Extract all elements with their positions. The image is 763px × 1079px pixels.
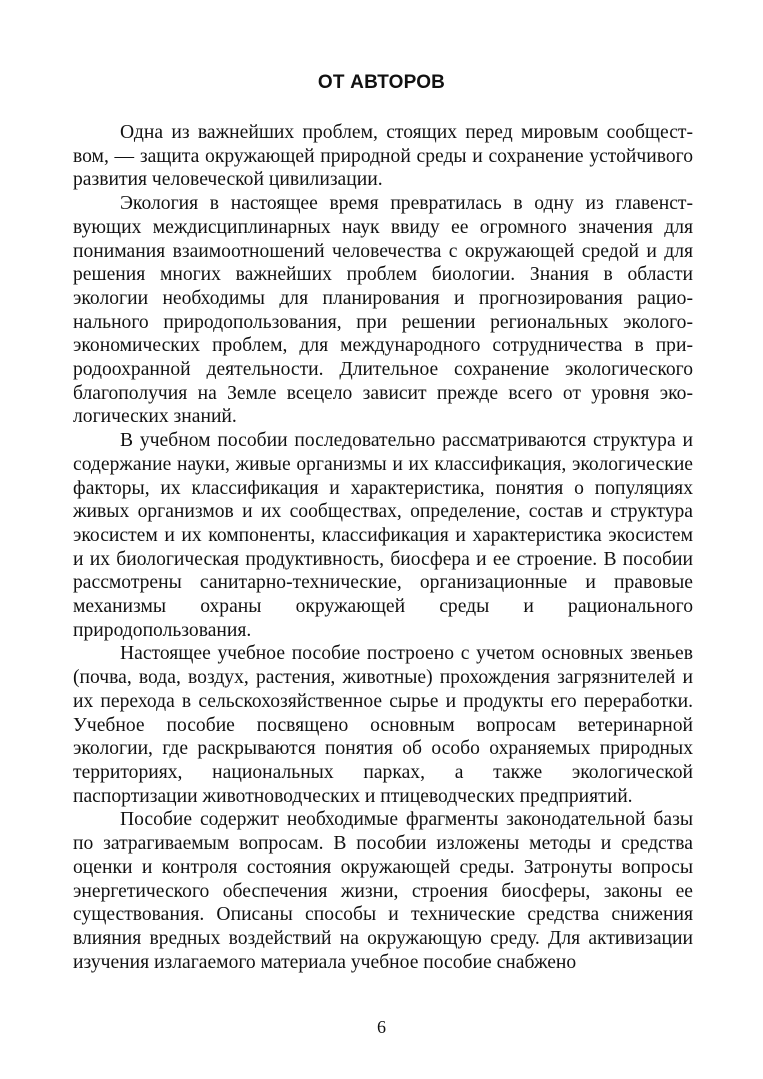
- body-text: [73, 121, 693, 974]
- paragraph-3: В учебном пособии последовательно рассматриваются структура и содержание науки, живые организмы и их классификация, экологические факторы, их классификация и характеристика, понятия о популяциях живых организмов и их сообществах, определение, состав и структура экосистем и их компоненты, классификация и характеристика экосистем и их биологическая продуктивность, биосфера и ее строение. В пособии рассмотрены санитарно-технические, организационные и правовые механизмы охраны окружающей среды и рационального природопользования.: [73, 430, 693, 641]
- paragraph-5: Пособие содержит необходимые фрагменты законодательной базы по затрагиваемым вопросам. В пособии изложены методы и средства оценки и контроля состояния окружающей среды. Затронуты вопросы энергетического обеспечения жизни, строения биосферы, законы ее существования. Описаны способы и технические средства снижения влияния вредных воздействий на окружающую среду. Для активизации изучения излагаемого материала учебное пособие снабжено: [73, 809, 693, 973]
- page-title: ОТ АВТОРОВ: [317, 72, 446, 93]
- paragraph-1: Одна из важнейших проблем, стоящих перед мировым сообществом, — защита окружающей природной среды и сохранение устойчивого развития человеческой цивилизации.: [73, 122, 693, 191]
- page-number: 6: [377, 1017, 386, 1037]
- paragraph-4: Настоящее учебное пособие построено с учетом основных звеньев (почва, вода, воздух, растения, животные) прохождения загрязнителей и их перехода в сельскохозяйственное сырье и продукты его переработки. Учебное пособие посвящено основным вопросам ветеринарной экологии, где раскрываются понятия об особо охраняемых природных территориях, национальных парках, а также экологической паспортизации животноводческих и птицеводческих предприятий.: [73, 643, 693, 807]
- paragraph-2: Экология в настоящее время превратилась в одну из главенствующих междисциплинарных наук ввиду ее огромного значения для понимания взаимоотношений человечества с окружающей средой и для решения многих важнейших проблем биологии. Знания в области экологии необходимы для планирования и прогнозирования рационального природопользования, при решении региональных эколого-экономических проблем, для международного сотрудничества в природоохранной деятельности. Длительное сохранение экологического благополучия на Земле всецело зависит прежде всего от уровня экологических знаний.: [73, 193, 693, 428]
